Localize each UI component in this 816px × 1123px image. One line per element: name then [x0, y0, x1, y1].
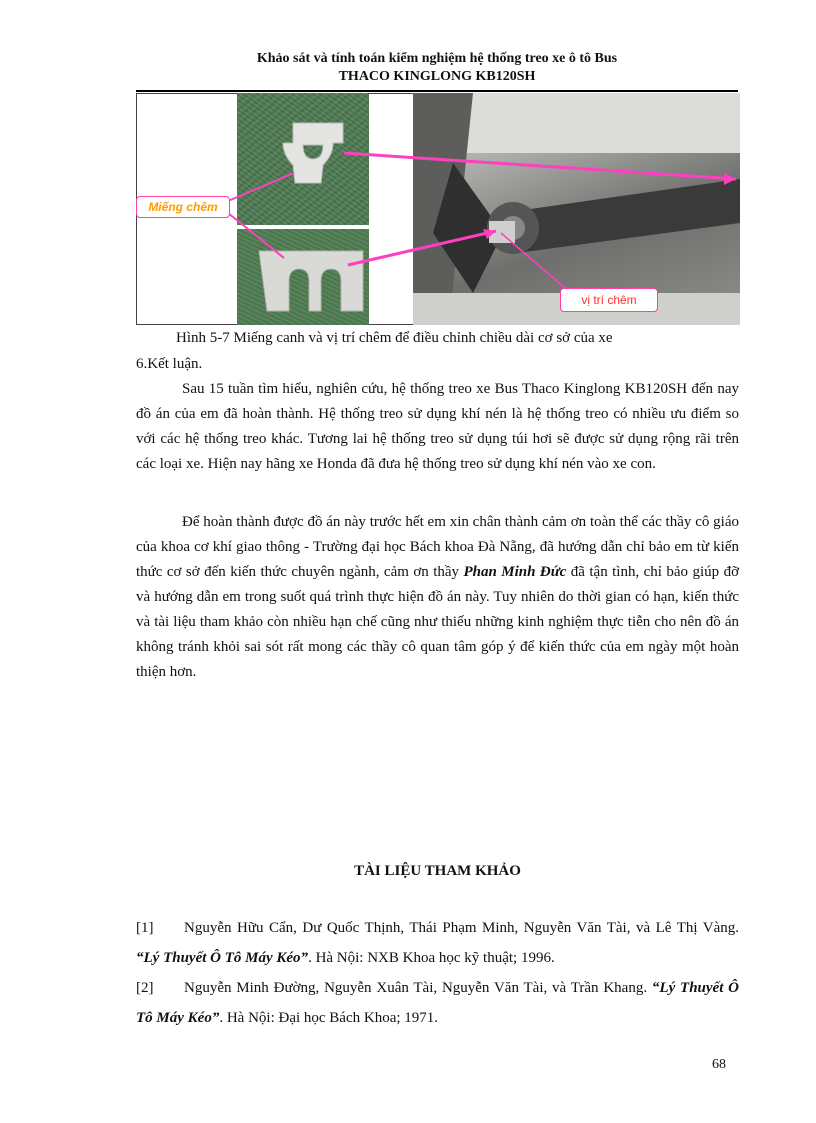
conclusion-paragraph-2	[136, 510, 739, 685]
shim-position-label: vị trí chêm	[560, 288, 658, 312]
reference-item	[136, 913, 739, 973]
header-rule	[136, 90, 738, 92]
paragraph-2-text-a: Để hoàn thành được đồ án này trước hết em xin chân thành cảm ơn toàn thể các thầy cô giáo của khoa cơ khí giao thông - Trường đại học Bách khoa Đà Nẵng, đã hướng dẫn chỉ bảo em từ kiến thức cơ sở đến kiến thức chuyên ngành, cảm ơn thầy	[136, 514, 739, 580]
header-line-1: Khảo sát và tính toán kiểm nghiệm hệ thống treo xe ô tô Bus	[256, 51, 618, 66]
conclusion-paragraph-1: Sau 15 tuần tìm hiểu, nghiên cứu, hệ thống treo xe Bus Thaco Kinglong KB120SH đến nay đồ án của em đã hoàn thành. Hệ thống treo sử dụng khí nén là hệ thống treo có nhiều ưu điểm so với các hệ thống treo khác. Tương lai hệ thống treo sử dụng túi hơi sẽ được sử dụng rộng rãi trên các loại xe. Hiện nay hãng xe Honda đã đưa hệ thống treo sử dụng khí nén vào xe con.	[136, 381, 739, 472]
reference-authors: Nguyễn Hữu Cẩn, Dư Quốc Thịnh, Thái Phạm Minh, Nguyễn Văn Tài, và Lê Thị Vàng.	[184, 920, 739, 936]
reference-authors: Nguyễn Minh Đường, Nguyễn Xuân Tài, Nguyễn Văn Tài, và Trần Khang.	[184, 980, 648, 996]
reference-item	[136, 973, 739, 1033]
arrow-to-shim-position	[348, 231, 496, 265]
references-title: TÀI LIỆU THAM KHẢO	[354, 863, 521, 879]
arrow-to-rod	[344, 153, 736, 179]
figure	[136, 93, 740, 325]
figure-caption: Hình 5-7 Miếng canh và vị trí chêm để điều chỉnh chiều dài cơ sở của xe	[176, 330, 613, 346]
reference-title: “Lý Thuyết Ô Tô Máy Kéo”	[136, 950, 309, 966]
reference-publication: . Hà Nội: Đại học Bách Khoa; 1971.	[219, 1010, 439, 1026]
reference-publication: . Hà Nội: NXB Khoa học kỹ thuật; 1996.	[308, 950, 555, 966]
advisor-name: Phan Minh Đức	[463, 564, 567, 580]
arrow-to-top-shim	[228, 173, 294, 201]
reference-number: [1]	[136, 920, 154, 936]
shim-label: Miếng chêm	[136, 196, 230, 218]
header-line-2: THACO KINGLONG KB120SH	[338, 69, 536, 84]
page-header	[136, 50, 738, 86]
paragraph-2-text-b: đã tận tình, chỉ bảo giúp đỡ và hướng dẫn em trong suốt quá trình thực hiện đồ án này. Tuy nhiên do thời gian có hạn, kiến thức và tài liệu tham khảo còn nhiều hạn chế cũng như thiếu những kinh nghiệm thực tiễn cho nên đồ án không tránh khỏi sai sót rất mong các thầy cô quan tâm góp ý để kiến thức của em ngày một hoàn thiện hơn.	[136, 564, 740, 680]
arrow-to-bottom-shim	[228, 213, 284, 258]
pointer-to-label	[501, 233, 566, 289]
page-number: 68	[712, 1057, 726, 1072]
section-title: 6.Kết luận.	[136, 356, 203, 372]
arrowhead-rod	[724, 173, 736, 185]
reference-number: [2]	[136, 980, 154, 996]
reference-title: “Lý Thuyết Ô Tô Máy Kéo”	[136, 980, 740, 1026]
